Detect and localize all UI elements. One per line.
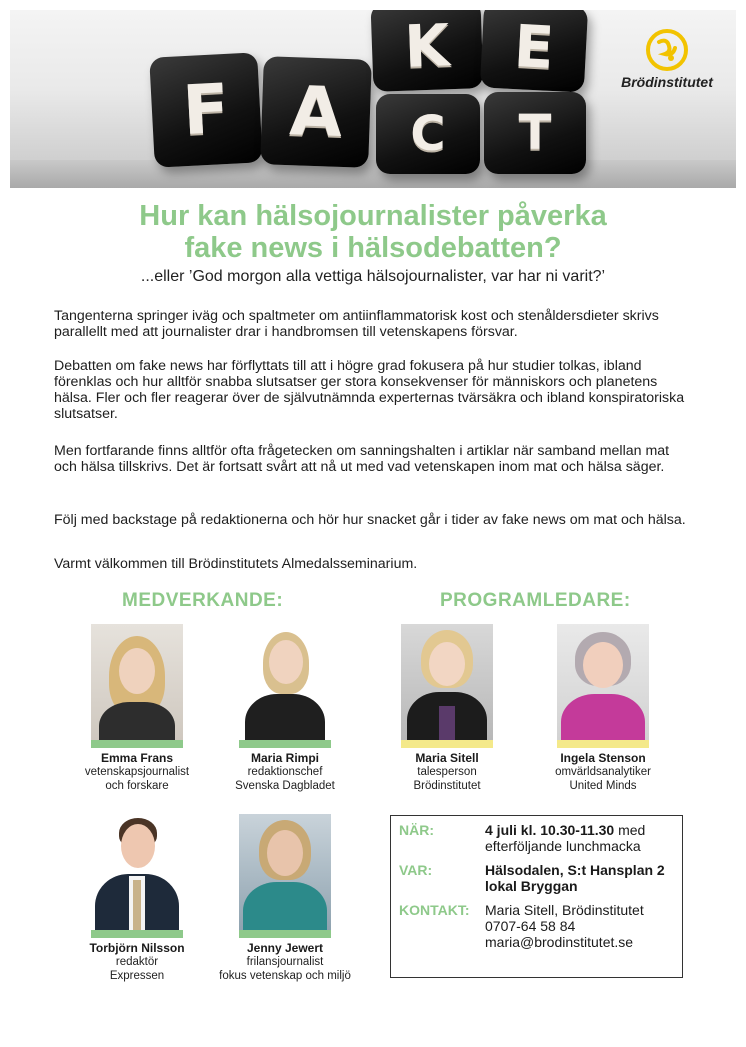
portrait-torbjorn-nilsson bbox=[91, 814, 183, 938]
die-c bbox=[376, 94, 480, 174]
portrait-maria-rimpi bbox=[239, 624, 331, 748]
die-k bbox=[370, 10, 483, 92]
when-label: NÄR: bbox=[399, 822, 434, 838]
person-name: Emma Frans bbox=[100, 751, 174, 765]
person-jenny-jewert bbox=[210, 814, 360, 983]
person-role: vetenskapsjournalist bbox=[84, 766, 190, 778]
paragraph-4: Följ med backstage på redaktionerna och hör hur snacket går i tider av fake news om mat och hälsa. bbox=[54, 512, 686, 528]
when-value bbox=[485, 822, 674, 854]
logo-mark-icon bbox=[645, 28, 689, 72]
person-torbjorn-nilsson bbox=[62, 814, 212, 983]
die-letter-a: A bbox=[288, 71, 344, 153]
page-title bbox=[0, 200, 746, 264]
die-letter-t: T bbox=[518, 105, 552, 161]
contact-email[interactable]: maria@brodinstitutet.se bbox=[485, 934, 634, 950]
participants-heading: MEDVERKANDE: bbox=[122, 590, 284, 611]
title-line-2: fake news i hälsodebatten? bbox=[184, 232, 562, 264]
contact-row bbox=[399, 902, 674, 950]
person-maria-rimpi bbox=[210, 624, 360, 793]
person-role: talesperson bbox=[417, 766, 477, 778]
person-name: Torbjörn Nilsson bbox=[89, 941, 185, 955]
person-role: frilansjournalist bbox=[246, 956, 324, 968]
die-letter-e: E bbox=[512, 12, 556, 82]
person-role-2: Brödinstitutet bbox=[413, 780, 481, 792]
person-role: redaktör bbox=[115, 956, 159, 968]
paragraph-2: Debatten om fake news har förflyttats till att i högre grad fokusera på hur studier tolkas, ibland förenklas och hur alltför snabba slutsatser ger stora konsekvenser för människors och planetens hälsa. Fler och fler reagerar över de självutnämnda experternas tvärsäkra och ibland konspiratoriska slutsatser. bbox=[54, 358, 685, 422]
die-a bbox=[260, 56, 372, 168]
die-t bbox=[484, 92, 586, 174]
die-letter-f: F bbox=[180, 69, 232, 151]
person-role: redaktionschef bbox=[247, 766, 323, 778]
die-f bbox=[149, 52, 263, 168]
where-label: VAR: bbox=[399, 862, 433, 878]
banner-surface bbox=[10, 160, 736, 188]
portrait-jenny-jewert bbox=[239, 814, 331, 938]
event-info-box bbox=[390, 815, 683, 978]
contact-phone: 0707-64 58 84 bbox=[485, 918, 576, 934]
brodinstitutet-logo bbox=[612, 28, 722, 90]
title-line-1: Hur kan hälsojournalister påverka bbox=[139, 200, 607, 232]
logo-name: Brödinstitutet bbox=[621, 74, 713, 90]
person-role: omvärldsanalytiker bbox=[555, 766, 651, 778]
where-value: Hälsodalen, S:t Hansplan 2 lokal Bryggan bbox=[485, 862, 665, 894]
person-role-2: Expressen bbox=[109, 970, 165, 982]
portrait-emma-frans bbox=[91, 624, 183, 748]
paragraph-1: Tangenterna springer iväg och spaltmeter om antiinflammatorisk kost och stenåldersdieter skrivs parallellt med att journalister drar i handbromsen till vetenskapens försvar. bbox=[54, 308, 659, 340]
person-name: Maria Rimpi bbox=[250, 751, 319, 765]
person-name: Maria Sitell bbox=[415, 751, 479, 765]
hosts-heading: PROGRAMLEDARE: bbox=[440, 590, 631, 611]
when-row bbox=[399, 822, 674, 854]
person-maria-sitell bbox=[372, 624, 522, 793]
person-ingela-stenson bbox=[528, 624, 678, 793]
person-role-2: och forskare bbox=[105, 780, 169, 792]
page-subtitle: ...eller ’God morgon alla vettiga hälsojournalister, var har ni varit?’ bbox=[140, 268, 606, 285]
person-name: Ingela Stenson bbox=[560, 751, 646, 765]
die-letter-c: C bbox=[410, 106, 446, 162]
person-role-2: United Minds bbox=[569, 780, 637, 792]
paragraph-3: Men fortfarande finns alltför ofta frågetecken om sanningshalten i artiklar när samband mellan mat och hälsa tillskrivs. Det är fortsatt svårt att nå ut med vad vetenskapen inom mat och hälsa säger. bbox=[54, 443, 670, 475]
header-banner bbox=[10, 10, 736, 188]
contact-name: Maria Sitell, Brödinstitutet bbox=[485, 902, 644, 918]
paragraph-5: Varmt välkommen till Brödinstitutets Almedalsseminarium. bbox=[54, 556, 418, 572]
portrait-ingela-stenson bbox=[557, 624, 649, 748]
portrait-maria-sitell bbox=[401, 624, 493, 748]
die-e bbox=[480, 10, 588, 93]
where-row bbox=[399, 862, 674, 894]
contact-value bbox=[485, 902, 674, 950]
when-time: 4 juli kl. 10.30-11.30 bbox=[485, 822, 615, 838]
contact-label: KONTAKT: bbox=[399, 902, 470, 918]
die-letter-k: K bbox=[403, 11, 451, 81]
person-name: Jenny Jewert bbox=[246, 941, 324, 955]
person-role-2: fokus vetenskap och miljö bbox=[219, 970, 351, 982]
person-emma-frans bbox=[62, 624, 212, 793]
when-extra: med efterföljande lunchmacka bbox=[485, 822, 646, 854]
person-role-2: Svenska Dagbladet bbox=[235, 780, 335, 792]
